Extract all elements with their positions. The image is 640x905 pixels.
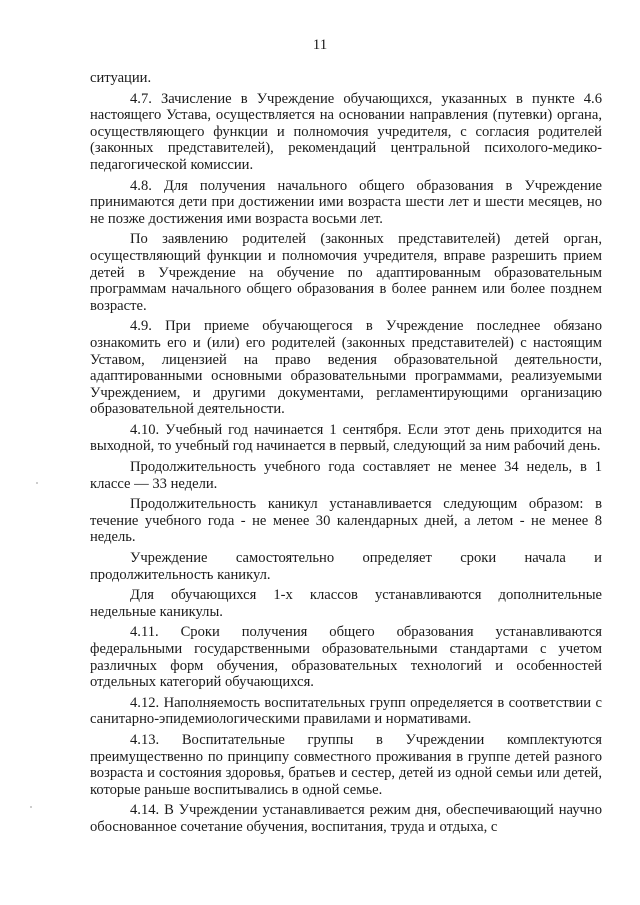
- paragraph-4-10-first-grade: Для обучающихся 1-х классов устанавливаются дополнительные недельные каникулы.: [90, 587, 602, 620]
- paragraph-situation-end: ситуации.: [90, 70, 152, 86]
- paragraph-4-10: 4.10. Учебный год начинается 1 сентября. Если этот день приходится на выходной, то учебный год начинается в первый, следующий за ним рабочий день.: [90, 421, 602, 455]
- paragraph-4-10-holidays-duration: Продолжительность каникул устанавливается следующим образом: в течение учебного года - не менее 30 календарных дней, а летом - не менее 8 недель.: [90, 496, 602, 546]
- paragraph-4-13: 4.13. Воспитательные группы в Учреждении комплектуются преимущественно по принципу совместного проживания в группе детей разного возраста и состояния здоровья, братьев и сестер, детей из одной семьи или детей, которые раньше воспитывались в одной семье.: [90, 731, 602, 798]
- paragraph-4-7: 4.7. Зачисление в Учреждение обучающихся, указанных в пункте 4.6 настоящего Устава, осуществляется на основании направления (путевки) органа, осуществляющего функции и полномочия учредителя, с согласия родителей (законных представителей), рекомендаций центральной психолого-медико-педагогической комиссии.: [90, 90, 602, 173]
- page-number: 11: [312, 37, 328, 53]
- scan-speck: [30, 806, 32, 808]
- scan-speck: [36, 482, 38, 484]
- document-body: [90, 70, 602, 840]
- paragraph-4-14: 4.14. В Учреждении устанавливается режим дня, обеспечивающий научно обоснованное сочетание обучения, воспитания, труда и отдыха, с: [90, 802, 602, 835]
- paragraph-4-8: 4.8. Для получения начального общего образования в Учреждение принимаются дети при достижении ими возраста шести лет и шести месяцев, но не позже достижения ими возраста восьми лет.: [90, 177, 602, 227]
- paragraph-4-12: 4.12. Наполняемость воспитательных групп определяется в соответствии с санитарно-эпидемиологическими правилами и нормативами.: [90, 694, 602, 728]
- paragraph-4-9: 4.9. При приеме обучающегося в Учреждение последнее обязано ознакомить его и (или) его родителей (законных представителей) с настоящим Уставом, лицензией на право ведения образовательной деятельности, адаптированными основными образовательными программами, реализуемыми Учреждением, и другими документами, регламентирующими организацию образовательной деятельности.: [90, 318, 602, 418]
- paragraph-4-10-year-duration: Продолжительность учебного года составляет не менее 34 недель, в 1 классе — 33 недели.: [90, 459, 602, 492]
- paragraph-4-10-holidays-dates: Учреждение самостоятельно определяет сроки начала и продолжительность каникул.: [90, 550, 602, 583]
- paragraph-4-11: 4.11. Сроки получения общего образования устанавливаются федеральными государственными образовательными стандартами с учетом различных форм обучения, образовательных технологий и особенностей отдельных категорий обучающихся.: [90, 624, 602, 691]
- paragraph-4-8-parents-request: По заявлению родителей (законных представителей) детей орган, осуществляющий функции и полномочия учредителя, вправе разрешить прием детей в Учреждение на обучение по адаптированным образовательным программам начального общего образования в более раннем или более позднем возрасте.: [90, 231, 602, 314]
